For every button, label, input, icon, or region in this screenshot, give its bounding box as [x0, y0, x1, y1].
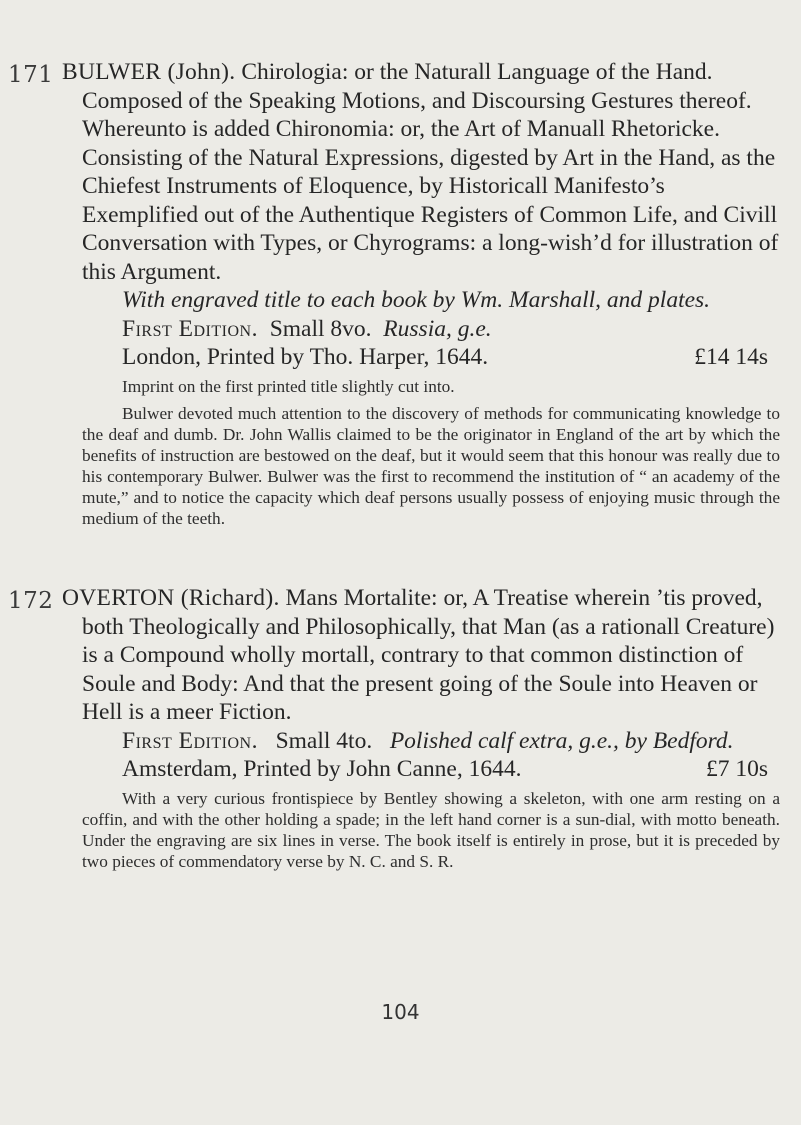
entry-imprint: London, Printed by Tho. Harper, 1644.: [122, 344, 489, 370]
entry-number: 171: [8, 62, 54, 88]
edition-binding: Polished calf extra, g.e., by Bedford.: [389, 727, 734, 754]
entry-author: BULWER (John).: [62, 59, 236, 85]
edition-label: First Edition.: [122, 315, 258, 342]
entry-title-text: Chirologia: or the Naturall Language of the Hand. Composed of the Speaking Motions, and Discoursing Gestures thereof. Whereunto is added Chironomia: or, the Art of Manuall Rhetoricke. Consisting of the Natural Expressions, digested by Art in the Hand, as the Chiefest Instruments of Eloquence, by Historicall Manifesto’s Exemplified out of the Authentique Registers of Common Life, and Civill Conversation with Types, or Chyrograms: a long-wish’d for illustration of this Argument.: [82, 59, 779, 285]
entry-price: £14 14s: [694, 344, 768, 370]
edition-format: Small 8vo.: [269, 315, 372, 342]
entry-imprint-line: [62, 755, 780, 784]
entry-note: Imprint on the first printed title slightly cut into.: [122, 376, 455, 396]
entry-edition-line: [62, 315, 780, 344]
entry-price: £7 10s: [705, 756, 768, 782]
edition-binding: Russia, g.e.: [383, 315, 492, 342]
edition-format: Small 4to.: [275, 727, 373, 754]
entry-body: [62, 58, 780, 529]
entry-number: 172: [8, 588, 54, 614]
edition-label: First Edition.: [122, 727, 258, 754]
entry-title-text: Mans Mortalite: or, A Treatise wherein ’tis proved, both Theologically and Philosophically, that Man (as a rationall Creature) is a Compound wholly mortall, contrary to that common distinction of Soule and Body: And that the present going of the Soule into Heaven or Hell is a meer Fiction.: [82, 585, 775, 725]
entry-note: With a very curious frontispiece by Bentley showing a skeleton, with one arm resting on a coffin, and with the other holding a spade; in the left hand corner is a sun-dial, with motto beneath. Under the engraving are six lines in verse. The book itself is entirely in prose, but it is preceded by two pieces of commendatory verse by N. C. and S. R.: [82, 788, 780, 871]
entry-edition-line: [62, 727, 780, 756]
entry-title: [62, 58, 780, 286]
entry-body: [62, 584, 780, 872]
entry-imprint-line: [62, 343, 780, 372]
entry-author: OVERTON (Richard).: [62, 585, 280, 611]
page-number: 104: [381, 1000, 420, 1024]
entry-engraved-note: With engraved title to each book by Wm. Marshall, and plates.: [122, 287, 711, 313]
entry-title: [62, 584, 780, 727]
entry-note: Bulwer devoted much attention to the discovery of methods for communicating knowledge to the deaf and dumb. Dr. John Wallis claimed to be the originator in England of the art by which the benefits of instruction are bestowed on the deaf, but it would seem that this honour was really due to his contemporary Bulwer. Bulwer was the first to recommend the institution of “ an academy of the mute,” and to notice the capacity which deaf persons usually possess of enjoying music through the medium of the teeth.: [82, 403, 780, 528]
entry-imprint: Amsterdam, Printed by John Canne, 1644.: [122, 756, 522, 782]
